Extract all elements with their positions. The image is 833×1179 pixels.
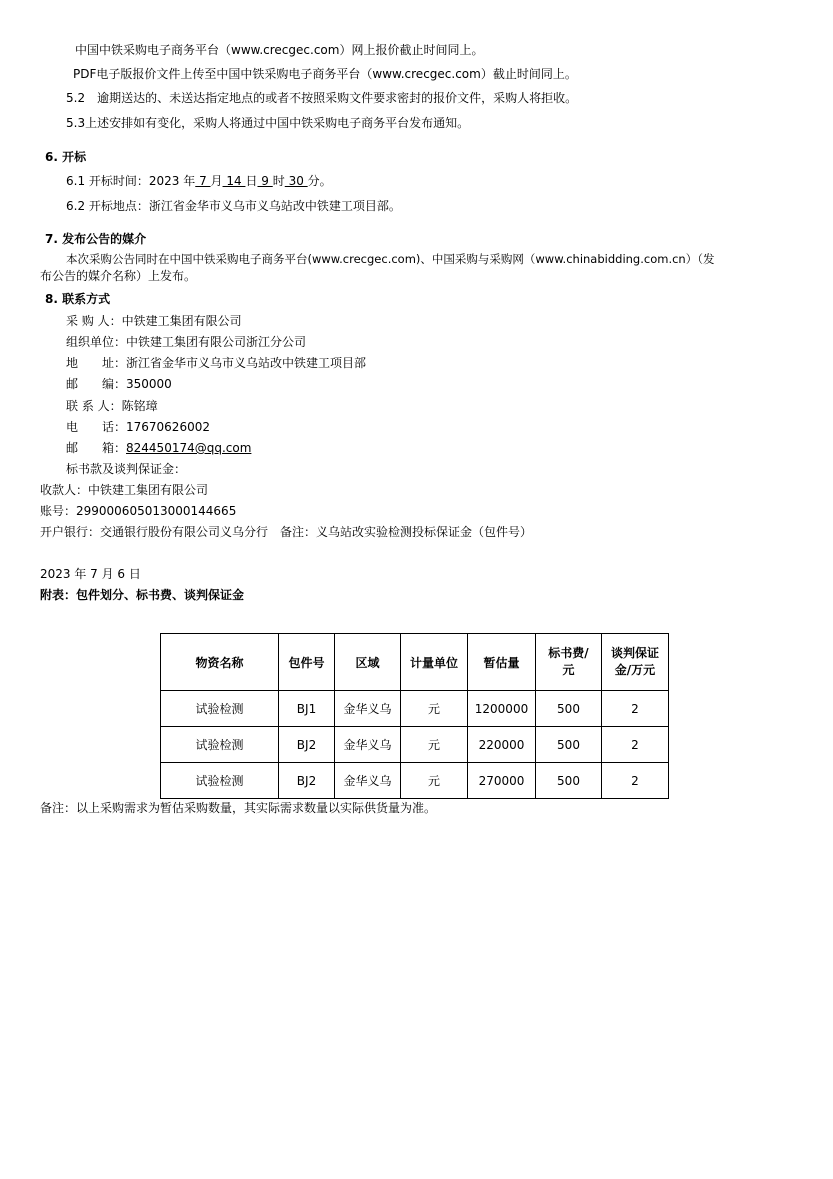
postcode: 邮 编：350000 [66, 377, 172, 391]
email-link[interactable]: 824450174@qq.com [126, 441, 252, 455]
media-text-line2: 布公告的媒介名称）上发布。 [40, 269, 197, 283]
cell-fee: 500 [536, 763, 602, 799]
cell-fee: 500 [536, 727, 602, 763]
contact-person: 联 系 人：陈铭璋 [66, 399, 158, 413]
cell-region: 金华义乌 [335, 691, 401, 727]
opening-month: 7 [195, 174, 211, 188]
organizer: 组织单位：中铁建工集团有限公司浙江分公司 [66, 335, 307, 349]
cell-unit: 元 [401, 727, 468, 763]
opening-day-unit: 日 [245, 174, 258, 188]
table-header-row [161, 634, 669, 691]
cell-material: 试验检测 [161, 691, 279, 727]
cell-region: 金华义乌 [335, 763, 401, 799]
bank-name: 开户银行：交通银行股份有限公司义乌分行 备注：义乌站改实验检测投标保证金（包件号） [40, 525, 533, 539]
opening-month-unit: 月 [210, 174, 223, 188]
opening-time-prefix: 6.1 开标时间：2023 年 [66, 174, 196, 188]
opening-hour: 9 [257, 174, 273, 188]
section-6-heading: 6. 开标 [45, 150, 87, 164]
bank-account: 账号：299000605013000144665 [40, 504, 237, 518]
opening-hour-unit: 时 [272, 174, 285, 188]
purchaser: 采 购 人：中铁建工集团有限公司 [66, 314, 242, 328]
cell-package: BJ2 [279, 763, 335, 799]
header-estimated-qty: 暂估量 [468, 634, 536, 691]
address: 地 址：浙江省金华市义乌市义乌站改中铁建工项目部 [66, 356, 367, 370]
cell-region: 金华义乌 [335, 727, 401, 763]
cell-material: 试验检测 [161, 763, 279, 799]
cell-qty: 270000 [468, 763, 536, 799]
cell-unit: 元 [401, 763, 468, 799]
cell-deposit: 2 [602, 763, 669, 799]
header-doc-fee: 标书费/ 元 [536, 634, 602, 691]
header-unit: 计量单位 [401, 634, 468, 691]
section-8-heading: 8. 联系方式 [45, 292, 111, 306]
header-region: 区域 [335, 634, 401, 691]
payee: 收款人：中铁建工集团有限公司 [40, 483, 209, 497]
cell-deposit: 2 [602, 727, 669, 763]
clause-5-3: 5.3上述安排如有变化，采购人将通过中国中铁采购电子商务平台发布通知。 [66, 116, 470, 130]
deposit-title: 标书款及谈判保证金： [66, 462, 187, 476]
deadline-line-pdf: PDF电子版报价文件上传至中国中铁采购电子商务平台（www.crecgec.com）截止时间同上。 [73, 67, 577, 81]
section-7-heading: 7. 发布公告的媒介 [45, 232, 147, 246]
annex-table [160, 633, 669, 799]
cell-package: BJ1 [279, 691, 335, 727]
media-text-line1: 本次采购公告同时在中国中铁采购电子商务平台(www.crecgec.com)、中国采购与采购网（www.chinabidding.com.cn）（发 [66, 252, 715, 266]
cell-qty: 220000 [468, 727, 536, 763]
annex-title: 附表：包件划分、标书费、谈判保证金 [40, 588, 245, 602]
header-deposit: 谈判保证 金/万元 [602, 634, 669, 691]
email-row [66, 440, 251, 456]
opening-time [66, 173, 332, 189]
deadline-line-online: 中国中铁采购电子商务平台（www.crecgec.com）网上报价截止时间同上。 [75, 43, 484, 57]
cell-fee: 500 [536, 691, 602, 727]
email-label: 邮 箱： [66, 441, 127, 455]
document-date: 2023 年 7 月 6 日 [40, 567, 141, 581]
cell-material: 试验检测 [161, 727, 279, 763]
cell-package: BJ2 [279, 727, 335, 763]
table-note: 备注：以上采购需求为暂估采购数量，其实际需求数量以实际供货量为准。 [40, 801, 437, 815]
header-package-no: 包件号 [279, 634, 335, 691]
cell-deposit: 2 [602, 691, 669, 727]
opening-day: 14 [222, 174, 246, 188]
opening-minute: 30 [284, 174, 308, 188]
header-material-name: 物资名称 [161, 634, 279, 691]
table-row [161, 691, 669, 727]
cell-qty: 1200000 [468, 691, 536, 727]
clause-5-2: 5.2 逾期送达的、未送达指定地点的或者不按照采购文件要求密封的报价文件，采购人将拒收。 [66, 91, 578, 105]
opening-minute-unit: 分。 [307, 174, 332, 188]
table-row [161, 727, 669, 763]
table-row [161, 763, 669, 799]
opening-place: 6.2 开标地点：浙江省金华市义乌市义乌站改中铁建工项目部。 [66, 199, 401, 213]
cell-unit: 元 [401, 691, 468, 727]
phone: 电 话：17670626002 [66, 420, 210, 434]
